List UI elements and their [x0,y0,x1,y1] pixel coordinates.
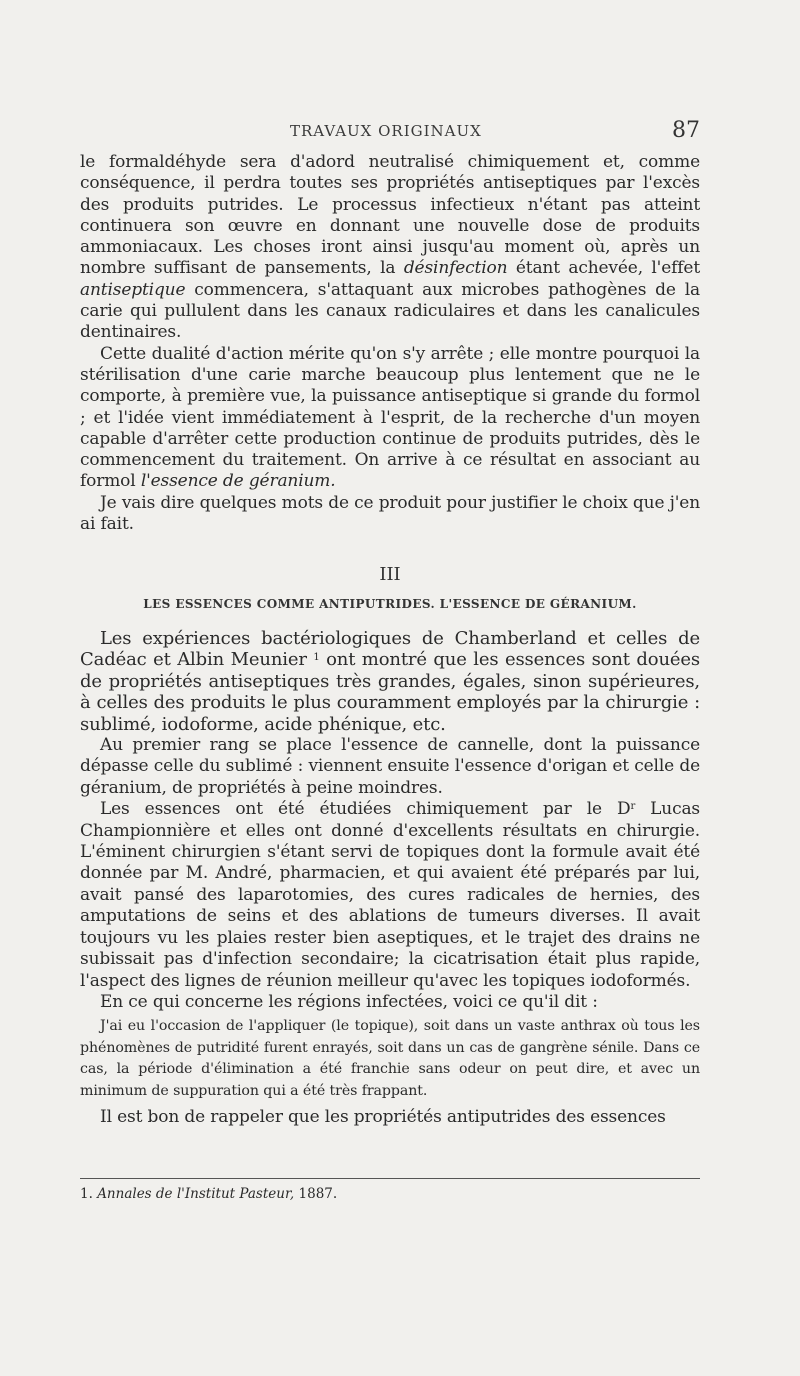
footnote-year: 1887. [294,1186,338,1202]
text-run: étant achevée, l'effet [507,258,700,279]
text-run: ont montré que les essences sont douées de propriétés antiseptiques très grandes, égales, sinon supérieures, à celles des produits le plus couramment employés par la chirurgie : sublimé, iodoforme, acide phénique, etc. [80,649,700,735]
text-run: commencera, s'attaquant aux microbes pathogènes de la carie qui pullulent dans les canaux radiculaires et dans les canalicules dentinaires. [80,279,700,343]
book-page [80,0,700,1376]
superscript: 1 [313,652,320,664]
text-run: Je vais dire quelques mots de ce produit pour justifier le choix que j'en ai fait. [80,492,700,535]
paragraph [80,799,700,992]
section-number: III [379,564,401,585]
footnote [80,1186,700,1203]
body-text-top [80,152,700,535]
text-run: le formaldéhyde sera d'adord neutralisé chimiquement et, comme conséquence, il perdra toutes ses propriétés antiseptiques par l'excès des produits putrides. Le processus infectieux n'étant pas atteint continuera son œuvre en donnant une nouvelle dose de produits ammoniacaux. Les choses iront ainsi jusqu'au moment où, après un nombre suffisant de pansements, la [80,152,700,279]
text-run: Cette dualité d'action mérite qu'on s'y arrête ; elle montre pourquoi la stérilisation d'une carie marche beaucoup plus lentement que ne le comporte, à première vue, la puissance antiseptique si grande du formol ; et l'idée vient immédiatement à l'esprit, de la recherche d'un moyen capable d'arrêter cette production continue de produits putrides, dès le commencement du traitement. On arrive à ce résultat en associant au formol [80,343,700,492]
page-number: 87 [672,118,700,143]
footnote-rule [80,1178,700,1179]
italic-text: antiseptique [80,279,186,300]
text-run: Les expériences bactériologiques de Chamberland et celles de Cadéac et Albin Meunier [80,628,700,671]
paragraph [80,493,700,536]
body-text-bottom [80,628,700,1128]
italic-text: l'essence de géranium. [140,471,336,492]
footnote-source: Annales de l'Institut Pasteur, [97,1186,295,1202]
footnote-number: 1. [80,1186,93,1202]
page-header [80,118,700,148]
paragraph [80,628,700,735]
paragraph [80,735,700,799]
running-title: TRAVAUX ORIGINAUX [290,122,482,140]
paragraph [80,344,700,493]
section-title: LES ESSENCES COMME ANTIPUTRIDES. L'ESSENCE DE GÉRANIUM. [143,597,637,611]
superscript: r [630,801,636,813]
block-quote: J'ai eu l'occasion de l'appliquer (le topique), soit dans un vaste anthrax où tous les phénomènes de putridité furent enrayés, soit dans un cas de gangrène sénile. Dans ce cas, la période d'élimination a été franchie sans odeur on peut dire, et avec un minimum de suppuration qui a été très frappant. [80,1018,700,1099]
text-run: Les essences ont été étudiées chimiquement par le D [100,799,631,820]
italic-text: désinfection [403,258,508,279]
paragraph-continued: Il est bon de rappeler que les propriétés antiputrides des essences [100,1106,666,1127]
text-run: Au premier rang se place l'essence de cannelle, dont la puissance dépasse celle du sublimé : viennent ensuite l'essence d'origan et celle de géranium, de propriétés à peine moindres. [80,735,700,798]
text-run: En ce qui concerne les régions infectées, voici ce qu'il dit : [100,991,598,1012]
paragraph [80,152,700,344]
paragraph [80,992,700,1013]
text-run: Lucas Championnière et elles ont donné d'excellents résultats en chirurgie. L'éminent chirurgien s'étant servi de topiques dont la formule avait été donnée par M. André, pharmacien, et qui avaient été préparés par lui, avait pansé des laparotomies, des cures radicales de hernies, des amputations de seins et des ablations de tumeurs diverses. Il avait toujours vu les plaies rester bien aseptiques, et le trajet des drains ne subissait pas d'infection secondaire; la cicatrisation était plus rapide, l'aspect des lignes de réunion meilleur qu'avec les topiques iodoformés. [80,799,700,991]
